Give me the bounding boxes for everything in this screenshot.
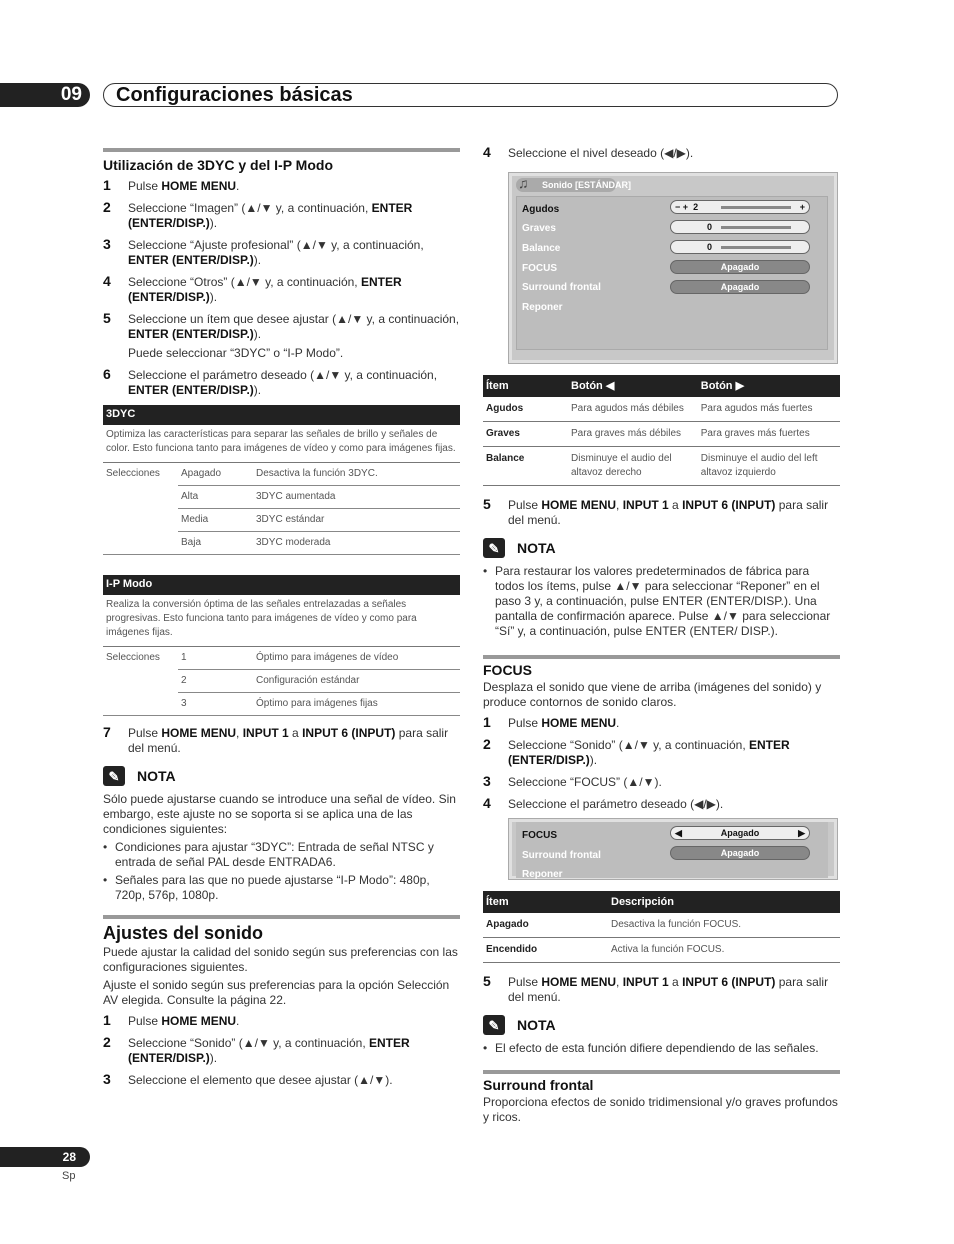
step-1: 1 Pulse HOME MENU. — [483, 714, 620, 730]
option-cell: 3 — [178, 693, 253, 716]
focus-desc: Desplaza el sonido que viene de arriba (imágenes del sonido) y produce contornos de sonido claros. — [483, 680, 822, 709]
step-5-exit: 5 Pulse HOME MENU, INPUT 1 a INPUT 6 (INPUT) para salir del menú. — [483, 496, 829, 527]
step-1: 1 Pulse HOME MENU. — [103, 1012, 240, 1028]
nota-bullet: • Condiciones para ajustar “3DYC”: Entrada de señal NTSC y entrada de señal PAL desde ENTRADA6. — [103, 840, 460, 870]
label-cell: Selecciones — [106, 468, 160, 479]
desc-cell: 3DYC estándar — [253, 509, 460, 532]
nota-bullet: • Señales para las que no puede ajustarse “I-P Modo”: 480p, 720p, 576p, 1080p. — [103, 873, 460, 903]
step-6: 6 Seleccione el parámetro deseado (▲/▼ y, a continuación, ENTER (ENTER/DISP.)). — [103, 366, 438, 397]
label-cell: Selecciones — [106, 652, 160, 663]
menu-item-balance[interactable]: Balance — [522, 243, 561, 254]
nota-bullets — [483, 1041, 840, 1056]
focus-value[interactable]: Apagado — [670, 260, 810, 274]
nota-text: Sólo puede ajustarse cuando se introduce una señal de vídeo. Sin embargo, este ajuste no se soporta si se aplica una de las condiciones siguientes: — [103, 792, 456, 836]
desc-cell: Óptimo para imágenes de vídeo — [253, 647, 460, 670]
table-cell: Para agudos más débiles — [568, 397, 698, 422]
menu-item-agudos[interactable]: Agudos — [522, 204, 560, 215]
step-3: 3 Seleccione el elemento que desee ajustar (▲/▼). — [103, 1071, 393, 1087]
table-cell: Disminuye el audio del left altavoz izquierdo — [698, 447, 840, 486]
table-cell: Agudos — [483, 397, 568, 422]
section-title-focus: FOCUS — [483, 662, 532, 678]
section-rule — [103, 915, 460, 919]
nota-bullet: • Para restaurar los valores predeterminados de fábrica para todos los ítems, pulse ▲/▼ para seleccionar “Reponer” en el paso 3 y, a continuación, pulse ENTER (ENTER/DISP.). Una pantalla de confirmación aparece. Pulse ▲/▼ para seleccionar “Sí” y, a continuación, pulse ENTER (ENTER/ DISP.). — [483, 564, 840, 639]
graves-slider[interactable]: 0 — [670, 220, 810, 234]
table-row — [103, 693, 460, 716]
table-row — [103, 670, 460, 693]
arrow-left-icon[interactable]: ◀ — [675, 828, 682, 838]
step-5-exit-focus: 5 Pulse HOME MENU, INPUT 1 a INPUT 6 (INPUT) para salir del menú. — [483, 973, 829, 1004]
nota-heading: ✎ NOTA — [483, 538, 840, 558]
table-cell: Para graves más débiles — [568, 422, 698, 447]
section-rule — [483, 1070, 840, 1074]
sound-menu-screen — [509, 173, 837, 363]
pencil-icon: ✎ — [103, 766, 125, 786]
option-cell: Apagado — [178, 463, 253, 486]
table-row — [483, 447, 840, 486]
table-row — [483, 938, 840, 963]
section-title-surround: Surround frontal — [483, 1077, 594, 1093]
focus-selector[interactable]: ◀ Apagado ▶ — [670, 826, 810, 840]
table-cell: Activa la función FOCUS. — [608, 938, 840, 963]
nota-bullets — [103, 840, 460, 903]
table-3dyc — [103, 405, 460, 555]
step-5-note: Puede seleccionar “3DYC” o “I-P Modo”. — [128, 346, 344, 360]
section-title-sound: Ajustes del sonido — [103, 923, 264, 943]
table-cell: Para graves más fuertes — [698, 422, 840, 447]
table-3dyc-desc: Optimiza las características para separar las señales de brillo y señales de color. Esto funciona tanto para imágenes de vídeo y como para imágenes fijas. — [103, 425, 460, 463]
table-cell: Apagado — [483, 913, 608, 938]
menu-item-focus[interactable]: FOCUS — [522, 263, 557, 274]
step-2: 2 Seleccione “Sonido” (▲/▼ y, a continuación, ENTER (ENTER/DISP.)). — [103, 1034, 410, 1065]
left-column — [103, 148, 460, 1095]
surround-value[interactable]: Apagado — [670, 280, 810, 294]
desc-cell: 3DYC aumentada — [253, 486, 460, 509]
label-cell — [103, 509, 178, 532]
label-cell — [103, 693, 178, 716]
menu-header-title: Sonido [ESTÁNDAR] — [542, 180, 631, 190]
step-2: 2 Seleccione “Sonido” (▲/▼ y, a continuación, ENTER (ENTER/DISP.)). — [483, 736, 790, 767]
sound-icon: ♫ — [518, 175, 529, 191]
table-row — [103, 532, 460, 555]
focus-table — [483, 891, 840, 963]
table-ip-title: I-P Modo — [103, 575, 460, 595]
desc-cell: Desactiva la función 3DYC. — [253, 463, 460, 486]
table-cell: Graves — [483, 422, 568, 447]
surround-value[interactable]: Apagado — [670, 846, 810, 860]
table-header — [483, 375, 840, 397]
option-cell: Media — [178, 509, 253, 532]
step-7: 7 Pulse HOME MENU, INPUT 1 a INPUT 6 (INPUT) para salir del menú. — [103, 724, 449, 755]
table-row — [103, 486, 460, 509]
page-lang: Sp — [62, 1170, 76, 1182]
slider-track — [721, 246, 791, 249]
slider-track — [721, 226, 791, 229]
slider-track — [721, 206, 791, 209]
header-cell: Ítem — [483, 375, 568, 397]
header-cell: Botón ▶ — [698, 375, 840, 397]
section-rule — [483, 655, 840, 659]
desc-cell: 3DYC moderada — [253, 532, 460, 555]
menu-item-reponer[interactable]: Reponer — [522, 302, 563, 313]
focus-menu-screen — [509, 819, 837, 879]
step-3: 3 Seleccione “FOCUS” (▲/▼). — [483, 773, 662, 789]
option-cell: Alta — [178, 486, 253, 509]
section-title-3dyc: Utilización de 3DYC y del I-P Modo — [103, 157, 333, 173]
balance-slider[interactable]: 0 — [670, 240, 810, 254]
chapter-title: Configuraciones básicas — [103, 83, 838, 107]
nota-bullet: • El efecto de esta función difiere dependiendo de las señales. — [483, 1041, 840, 1056]
label-cell — [103, 532, 178, 555]
header-cell: Ítem — [483, 891, 608, 913]
sound-intro-1: Puede ajustar la calidad del sonido según sus preferencias con las configuraciones siguientes. — [103, 945, 458, 974]
sound-table — [483, 375, 840, 486]
menu-item-reponer[interactable]: Reponer — [522, 869, 563, 880]
desc-cell: Configuración estándar — [253, 670, 460, 693]
table-row — [483, 913, 840, 938]
table-row — [483, 422, 840, 447]
table-row — [103, 647, 460, 670]
step-3: 3 Seleccione “Ajuste profesional” (▲/▼ y, a continuación, ENTER (ENTER/DISP.)). — [103, 236, 424, 267]
step-4-level: 4 Seleccione el nivel deseado (◀/▶). — [483, 144, 694, 160]
sound-intro-2: Ajuste el sonido según sus preferencias para la opción Selección AV elegida. Consulte la página 22. — [103, 978, 450, 1007]
nota-bullets — [483, 564, 840, 639]
menu-item-focus[interactable]: FOCUS — [522, 830, 557, 841]
table-3dyc-title: 3DYC — [103, 405, 460, 425]
table-header — [483, 891, 840, 913]
table-cell: Desactiva la función FOCUS. — [608, 913, 840, 938]
header-cell: Descripción — [608, 891, 840, 913]
option-cell: 1 — [178, 647, 253, 670]
table-cell: Encendido — [483, 938, 608, 963]
option-cell: Baja — [178, 532, 253, 555]
step-4: 4 Seleccione el parámetro deseado (◀/▶). — [483, 795, 724, 811]
step-1: 1 Pulse HOME MENU. — [103, 177, 240, 193]
right-column — [483, 146, 840, 1125]
pencil-icon: ✎ — [483, 1015, 505, 1035]
nota-heading: ✎ NOTA — [483, 1015, 840, 1035]
step-4: 4 Seleccione “Otros” (▲/▼ y, a continuación, ENTER (ENTER/DISP.)). — [103, 273, 402, 304]
table-row — [483, 397, 840, 422]
steps-3dyc — [103, 179, 460, 398]
minus-icon: − — [675, 202, 681, 212]
table-row — [103, 463, 460, 486]
page-number: 28 — [0, 1147, 90, 1167]
steps-focus — [483, 716, 840, 812]
desc-cell: Óptimo para imágenes fijas — [253, 693, 460, 716]
table-cell: Para agudos más fuertes — [698, 397, 840, 422]
agudos-slider[interactable]: − + 2 + — [670, 200, 810, 214]
menu-item-surround[interactable]: Surround frontal — [522, 850, 601, 861]
label-cell — [103, 486, 178, 509]
nota-heading: ✎ NOTA — [103, 766, 460, 786]
label-cell — [103, 670, 178, 693]
table-ip — [103, 575, 460, 716]
menu-item-graves[interactable]: Graves — [522, 223, 556, 234]
chapter-number: 09 — [0, 83, 90, 107]
table-cell: Balance — [483, 447, 568, 486]
plus-icon: + — [682, 202, 689, 212]
header-cell: Botón ◀ — [568, 375, 698, 397]
surround-desc: Proporciona efectos de sonido tridimensional y/o graves profundos y ricos. — [483, 1095, 838, 1124]
steps-sound — [103, 1014, 460, 1088]
table-row — [103, 509, 460, 532]
menu-item-surround[interactable]: Surround frontal — [522, 282, 601, 293]
step-2: 2 Seleccione “Imagen” (▲/▼ y, a continuación, ENTER (ENTER/DISP.)). — [103, 199, 413, 230]
section-rule — [103, 148, 460, 152]
option-cell: 2 — [178, 670, 253, 693]
table-cell: Disminuye el audio del altavoz derecho — [568, 447, 698, 486]
arrow-right-icon[interactable]: ▶ — [798, 828, 805, 838]
table-ip-desc: Realiza la conversión óptima de las señales entrelazadas a señales progresivas. Esto funciona tanto para imágenes de vídeo y como para imágenes fijas. — [103, 595, 460, 647]
step-5: 5 Seleccione un ítem que desee ajustar (▲/▼ y, a continuación, ENTER (ENTER/DISP.)). — [103, 310, 460, 341]
pencil-icon: ✎ — [483, 538, 505, 558]
